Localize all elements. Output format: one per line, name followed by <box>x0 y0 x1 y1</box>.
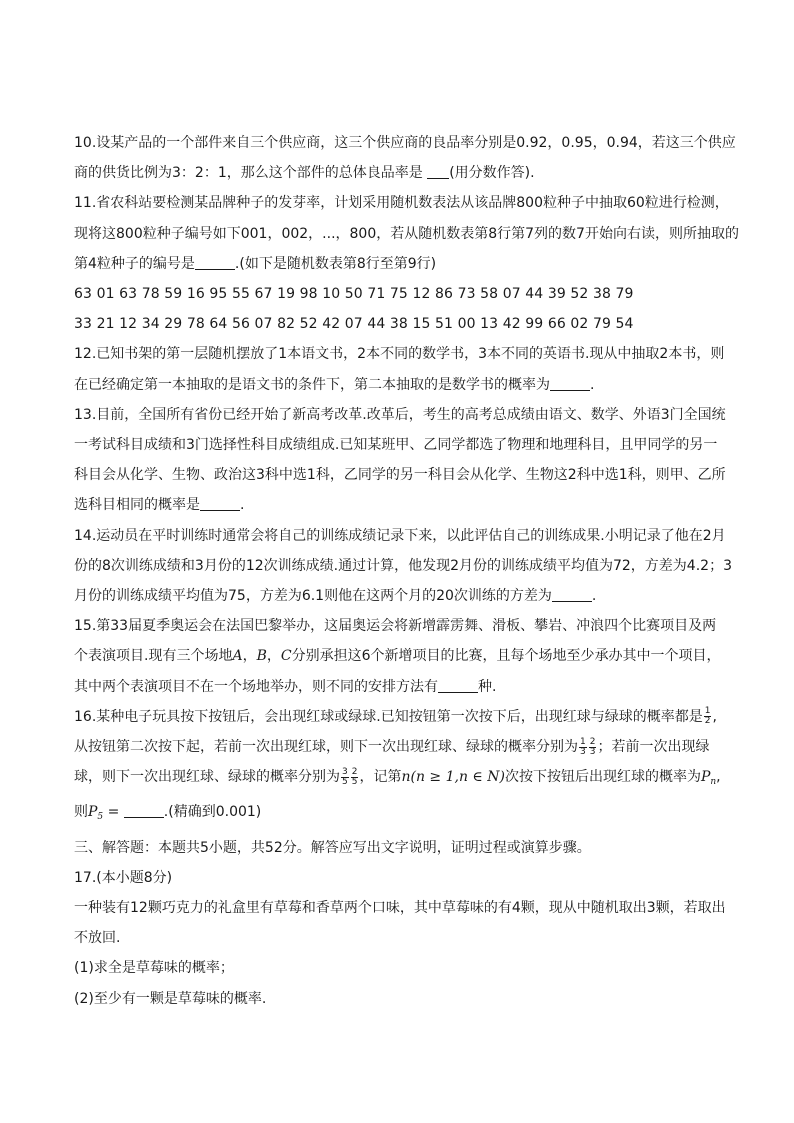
q16-line-2 <box>74 732 708 762</box>
probability-p5: P <box>88 804 98 821</box>
q13-line-2: 一考试科目成绩和3门选择性科目成绩组成.已知某班甲、乙同学都选了物理和地理科目，且甲同学的另一 <box>74 437 718 454</box>
answer-blank <box>195 255 235 270</box>
q15-line-2-b: 分别承担这6个新增项目的比赛，且每个场地至少承办其中一个项目， <box>291 648 721 665</box>
q10-line-2 <box>74 158 708 188</box>
question-14 <box>74 521 732 612</box>
q14-line-3-end: . <box>591 588 597 605</box>
q11-line-3-text: 第4粒种子的编号是 <box>74 255 195 272</box>
fraction-one-third <box>579 738 587 757</box>
q16-line-2-end: ；若前一次出现绿 <box>597 739 710 756</box>
section-3-title: 三、解答题：本题共5小题，共52分。解答应写出文字说明，证明过程或演算步骤。 <box>74 839 591 856</box>
answer-blank <box>552 587 592 602</box>
q10-line-1: 10.设某产品的一个部件来自三个供应商，这三个供应商的良品率分别是0.92，0.95，0.94，若这三个供应 <box>74 135 736 151</box>
q12-line-1: 12.已知书架的第一层随机摆放了1本语文书，2本不同的数学书，3本不同的英语书.现从中抽取2本书，则 <box>74 346 725 363</box>
q14-line-2: 份的8次训练成绩和3月份的12次训练成绩.通过计算，他发现2月份的训练成绩平均值为72，方差为4.2；3 <box>74 557 732 574</box>
q15-sep-1: ， <box>242 648 257 665</box>
q17-line-2: 不放回. <box>74 930 121 947</box>
q11-line-1: 11.省农科站要检测某品牌种子的发芽率，计划采用随机数表法从该品牌800粒种子中抽取60粒进行检测， <box>74 195 729 212</box>
section-3-heading <box>74 833 708 863</box>
equals-sign: = <box>103 804 124 821</box>
fraction-numerator: 2 <box>589 736 596 747</box>
answer-blank <box>427 164 449 179</box>
answer-blank <box>124 803 164 818</box>
q16-line-1-text: 16.某种电子玩具按下按钮后，会出现红球或绿球.已知按钮第一次按下后，出现红球与绿球的概率都是 <box>74 708 703 725</box>
question-13 <box>74 400 726 521</box>
q15-line-2 <box>74 641 721 671</box>
q16-line-1 <box>74 702 717 732</box>
q10-line-2-end: (用分数作答). <box>449 165 535 182</box>
q12-line-2-text: 在已经确定第一本抽取的是语文书的条件下，第二本抽取的是数学书的概率为 <box>74 376 550 393</box>
fraction-denominator: 2 <box>704 716 711 727</box>
question-15 <box>74 611 721 702</box>
q16-line-3-mid: ，记第 <box>359 769 402 786</box>
q16-line-4-end: .(精确到0.001) <box>163 804 262 821</box>
random-table-row-9: 33 21 12 34 29 78 64 56 07 82 52 42 07 44 38 15 51 00 13 42 99 66 02 79 54 <box>74 316 634 333</box>
q16-line-3-mid2: 次按下按钮后出现红球的概率为 <box>504 769 701 786</box>
random-table-row-8: 63 01 63 78 59 16 95 55 67 19 98 10 50 71 75 12 86 73 58 07 44 39 52 38 79 <box>74 286 634 303</box>
venue-c: C <box>280 648 292 665</box>
venue-a: A <box>232 648 243 665</box>
fraction-half <box>704 707 712 726</box>
question-11 <box>74 188 739 339</box>
q16-line-4 <box>74 797 708 832</box>
fraction-two-thirds <box>589 738 597 757</box>
q15-line-3-text: 其中两个表演项目不在一个场地举办，则不同的安排方法有 <box>74 678 438 695</box>
q15-line-3 <box>74 672 708 702</box>
probability-p5-subscript: 5 <box>97 812 104 823</box>
fraction-denominator: 5 <box>351 776 358 787</box>
q15-line-2-a: 个表演项目.现有三个场地 <box>74 648 233 665</box>
fraction-two-fifths <box>351 768 359 787</box>
q11-line-3-end: .(如下是随机数表第8行至第9行) <box>234 255 437 272</box>
q11-line-2: 现将这800粒种子编号如下001，002，...，800，若从随机数表第8行第7列的数7开始向右读，则所抽取的 <box>74 225 739 242</box>
q15-sep-2: ， <box>266 648 281 665</box>
q12-line-2 <box>74 370 708 400</box>
probability-pn-subscript: n <box>710 777 717 788</box>
fraction-numerator: 1 <box>704 706 711 717</box>
fraction-denominator: 5 <box>342 776 348 787</box>
q16-line-4-text: 则 <box>74 804 88 821</box>
condition-n: n(n ≥ 1,n ∈ N) <box>401 769 505 786</box>
fraction-denominator: 3 <box>589 746 596 757</box>
q16-line-3-end: , <box>716 769 721 786</box>
fraction-numerator: 3 <box>342 766 348 777</box>
answer-blank <box>550 376 590 391</box>
q15-line-1: 15.第33届夏季奥运会在法国巴黎举办，这届奥运会将新增霹雳舞、滑板、攀岩、冲浪四个比赛项目及两 <box>74 618 717 635</box>
q16-line-1-end: , <box>712 708 717 725</box>
q13-line-1: 13.目前，全国所有省份已经开始了新高考改革.改革后，考生的高考总成绩由语文、数学、外语3门全国统 <box>74 406 726 423</box>
q12-line-2-end: . <box>590 376 595 393</box>
fraction-numerator: 2 <box>351 766 358 777</box>
q14-line-3-text: 月份的训练成绩平均值为75，方差为6.1则他在这两个月的20次训练的方差为 <box>74 588 552 605</box>
question-10 <box>74 128 736 188</box>
q17-line-1: 一种装有12颗巧克力的礼盒里有草莓和香草两个口味，其中草莓味的有4颗，现从中随机取出3颗，若取出 <box>74 900 726 917</box>
fraction-numerator: 1 <box>580 736 586 747</box>
question-16 <box>74 702 721 833</box>
probability-pn: P <box>700 769 711 786</box>
q13-line-4 <box>74 490 708 520</box>
answer-blank <box>438 678 478 693</box>
venue-b: B <box>256 648 267 665</box>
fraction-denominator: 3 <box>580 746 586 757</box>
q13-line-4-end: . <box>240 497 245 514</box>
q11-line-3 <box>74 249 708 279</box>
q13-line-4-text: 选科目相同的概率是 <box>74 497 200 514</box>
q15-line-3-end: 种. <box>478 678 497 695</box>
fraction-three-fifths <box>341 768 349 787</box>
q14-line-1: 14.运动员在平时训练时通常会将自己的训练成绩记录下来，以此评估自己的训练成果.小明记录了他在2月 <box>74 527 726 544</box>
answer-blank <box>200 496 240 511</box>
q14-line-3 <box>74 581 708 611</box>
q13-line-3: 科目会从化学、生物、政治这3科中选1科，乙同学的另一科目会从化学、生物这2科中选1科，则甲、乙所 <box>74 467 726 484</box>
q17-part-1: (1)求全是草莓味的概率； <box>74 960 234 977</box>
q10-line-2-text: 商的供货比例为3：2：1，那么这个部件的总体良品率是 <box>74 165 423 182</box>
q16-line-2-text: 从按钮第二次按下起，若前一次出现红球，则下一次出现红球、绿球的概率分别为 <box>74 739 578 756</box>
q16-line-3 <box>74 762 721 797</box>
q17-head: 17.(本小题8分) <box>74 869 173 886</box>
question-12 <box>74 339 725 399</box>
q16-line-3-text: 球，则下一次出现红球、绿球的概率分别为 <box>74 769 340 786</box>
question-17 <box>74 863 726 1014</box>
q17-part-2: (2)至少有一颗是草莓味的概率. <box>74 990 267 1007</box>
